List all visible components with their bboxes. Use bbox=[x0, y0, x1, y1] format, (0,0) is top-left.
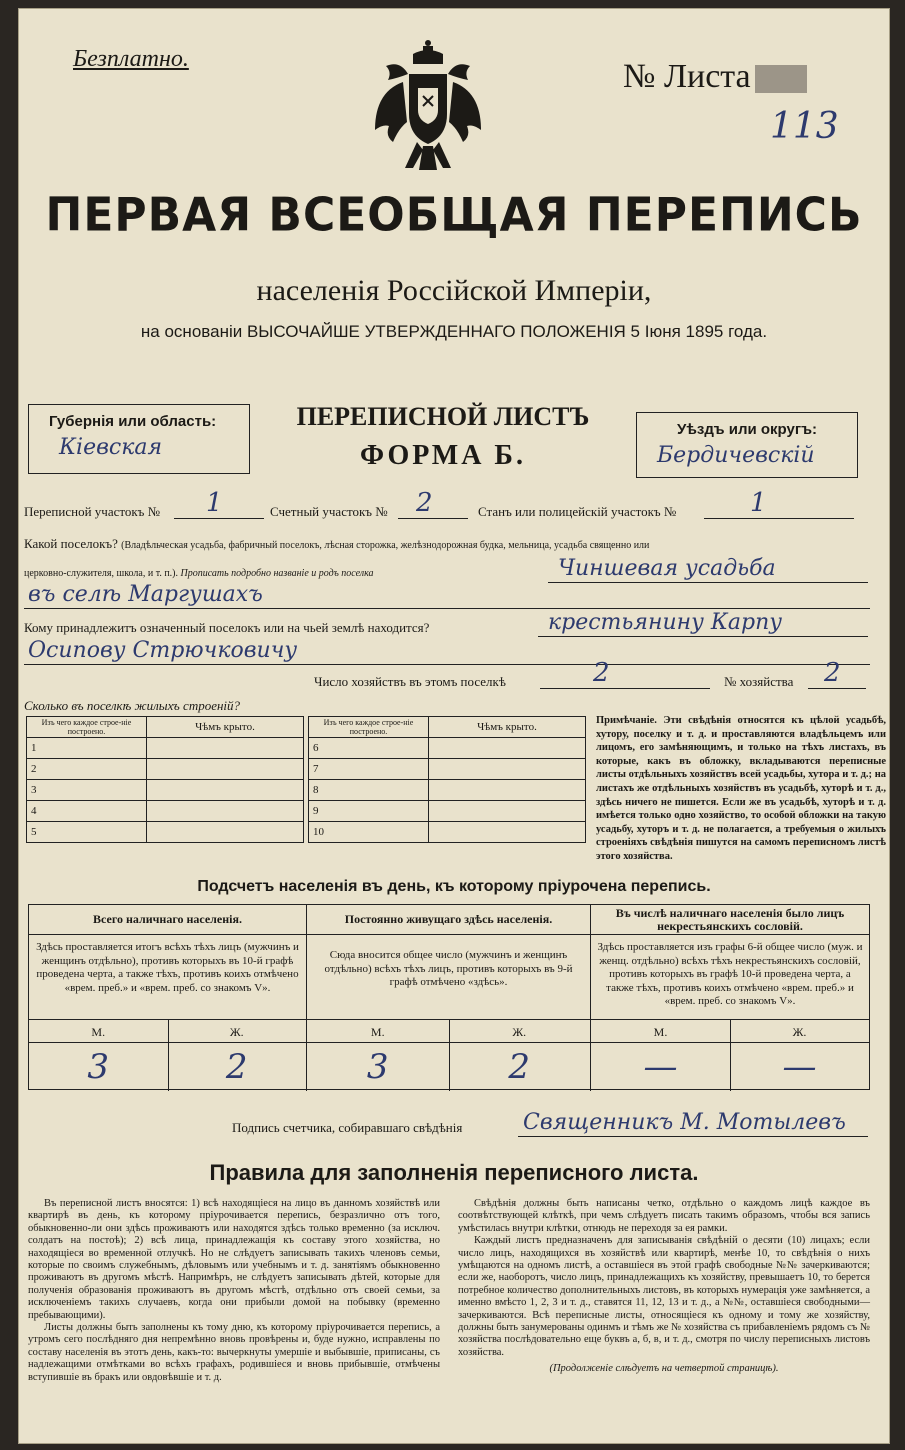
table-row bbox=[27, 780, 304, 801]
census-form-page bbox=[18, 8, 890, 1444]
nonpeasant-female-field[interactable]: — bbox=[782, 1047, 817, 1087]
rules-continued: (Продолженіе слѣдуетъ на четвертой страницѣ). bbox=[549, 1363, 779, 1375]
rules-right-column bbox=[458, 1198, 870, 1376]
buildings-row-number: 5 bbox=[27, 822, 147, 843]
present-male-field[interactable]: 3 bbox=[87, 1047, 110, 1087]
owner-question: Кому принадлежитъ означенный поселокъ или на чьей землѣ находится? bbox=[24, 620, 430, 635]
table-row bbox=[309, 759, 586, 780]
buildings-row-number: 2 bbox=[27, 759, 147, 780]
population-col-nonpeasant bbox=[591, 905, 869, 1091]
settlement-field-1[interactable]: Чиншевая усадьба bbox=[558, 556, 776, 581]
female-label: Ж. bbox=[792, 1025, 807, 1039]
uezd-box bbox=[636, 412, 858, 478]
female-label: Ж. bbox=[512, 1025, 527, 1039]
double-headed-eagle-icon bbox=[373, 38, 483, 178]
population-table bbox=[28, 904, 870, 1090]
population-col-resident bbox=[307, 905, 591, 1091]
buildings-col-material: Изъ чего каждое строе-ніе построено. bbox=[309, 717, 429, 738]
gubernia-label: Губернія или область: bbox=[49, 413, 217, 430]
free-label: Безплатно. bbox=[73, 46, 189, 72]
buildings-row-number: 4 bbox=[27, 801, 147, 822]
signature-field[interactable]: Священникъ М. Мотылевъ bbox=[523, 1110, 846, 1135]
uezd-label: Уѣздъ или округъ: bbox=[677, 421, 818, 438]
population-col-resident-head: Постоянно живущаго здѣсь населенія. bbox=[307, 905, 590, 935]
resident-male-field[interactable]: 3 bbox=[366, 1047, 389, 1087]
resident-female-field[interactable]: 2 bbox=[508, 1047, 531, 1087]
present-female-field[interactable]: 2 bbox=[225, 1047, 248, 1087]
rules-paragraph: Каждый листъ предназначенъ для записыванія свѣдѣній о десяти (10) лицахъ; если число лицъ, находящихся въ хозяйствѣ или квартирѣ, менѣе 10, то свѣдѣнія о нихъ умѣщаются на одномъ листѣ, а оставшіеся въ этой графѣ свободные №№ зачеркиваются; если же, наоборотъ, число лицъ, принадлежащихъ къ хозяйству, превышаетъ 10, то берется потребное количество дополнительныхъ листовъ, въ которыхъ нумерація уже замѣняется, а именно вмѣсто 1, 2, 3 и т. д., ставятся 11, 12, 13 и т. д., а №№, оставшіеся свободными—зачеркиваются. Всѣ переписные листы, относящіеся къ одному и тому же хозяйству, должны быть занумерованы одинмъ и тѣмъ же № хозяйства съ прибавленіемъ рядомъ съ № хозяйства послѣдовательно еще буквъ а, б, в, и т. д., смотря по числу переписныхъ листовъ хозяйства. bbox=[458, 1235, 870, 1358]
uezd-field[interactable]: Бердичевскій bbox=[657, 443, 815, 468]
households-label: Число хозяйствъ въ этомъ поселкѣ bbox=[314, 674, 506, 689]
census-title: ПЕРВАЯ ВСЕОБЩАЯ ПЕРЕПИСЬ bbox=[45, 188, 863, 243]
settlement-question: Какой поселокъ? (Владѣльческая усадьба, фабричный поселокъ, лѣсная сторожка, желѣзнодорожная будка, мельница, усадьба священно или bbox=[24, 536, 650, 551]
population-col-present bbox=[29, 905, 307, 1091]
settlement-hint: церковно-служителя, школа, и т. п.). Прописать подробно названіе и родъ поселка bbox=[24, 568, 374, 579]
table-row bbox=[27, 801, 304, 822]
signature-label: Подпись счетчика, собиравшаго свѣдѣнія bbox=[232, 1120, 463, 1135]
perepisnoi-label: Переписной участокъ № bbox=[24, 504, 161, 519]
buildings-table-right bbox=[308, 716, 586, 843]
perepisnoi-field[interactable]: 1 bbox=[206, 488, 223, 518]
settlement-field-2[interactable]: въ селѣ Маргушахъ bbox=[28, 582, 263, 607]
schetny-label: Счетный участокъ № bbox=[270, 504, 388, 519]
population-col-nonpeasant-head: Въ числѣ наличнаго населенія было лицъ некрестьянскихъ сословій. bbox=[591, 905, 869, 935]
nonpeasant-male-field[interactable]: — bbox=[643, 1047, 678, 1087]
legal-basis: на основаніи ВЫСОЧАЙШЕ УТВЕРЖДЕННАГО ПОЛОЖЕНІЯ 5 Іюня 1895 года. bbox=[140, 322, 768, 341]
table-row bbox=[27, 738, 304, 759]
gubernia-field[interactable]: Кіевская bbox=[59, 435, 163, 460]
female-label: Ж. bbox=[229, 1025, 244, 1039]
rules-paragraph: Въ переписной листъ вносятся: 1) всѣ находящіеся на лицо въ данномъ хозяйствѣ или квартирѣ въ день, къ которому пріурочивается перепись, безразлично отъ того, обыкновенно-ли они здѣсь проживаютъ или находятся здѣсь только временно (за исключ. солдатъ на постоѣ); 2) всѣ лица, принадлежащія къ составу этого хозяйства, но находящіеся во временной отлучкѣ. Но не слѣдуетъ записывать такихъ членовъ семьи, которые по своимъ служебнымъ, дѣловымъ или учебнымъ и т. д. занятіямъ обыкновенно проживаютъ въ другомъ мѣстѣ. Напримѣръ, не слѣдуетъ записывать дѣтей, которые для полученія образованія проживаютъ въ другомъ мѣстѣ, отдѣльно отъ своей семьи, за исключеніемъ такихъ случаевъ, когда они прибыли домой на побывку (временно пребывающими). bbox=[28, 1198, 440, 1321]
buildings-row-number: 9 bbox=[309, 801, 429, 822]
buildings-col-material: Изъ чего каждое строе-ніе построено. bbox=[27, 717, 147, 738]
form-title: ПЕРЕПИСНОЙ ЛИСТЪ bbox=[296, 402, 590, 431]
gubernia-box bbox=[28, 404, 250, 474]
schetny-field[interactable]: 2 bbox=[416, 488, 433, 518]
household-number-label: № хозяйства bbox=[724, 674, 794, 689]
table-row bbox=[27, 822, 304, 843]
buildings-col-roof: Чѣмъ крыто. bbox=[429, 717, 586, 738]
table-row bbox=[309, 801, 586, 822]
stan-label: Станъ или полицейскій участокъ № bbox=[478, 504, 677, 519]
sheet-number-value: 113 bbox=[770, 106, 839, 147]
buildings-note: Примѣчаніе. Эти свѣдѣнія относятся къ цѣлой усадьбѣ, хутору, поселку и т. д. и проставляются владѣльцемъ или лицомъ, его замѣняющимъ, и только на тѣхъ листахъ, въ которые, какъ въ обложку, вкладываются переписные листы отдѣльныхъ хозяйствъ всей усадьбы, хутора и т. д.; на листахъ же отдѣльныхъ хозяйствъ въ усадьбѣ, хуторѣ и т. д., здѣсь ничего не пишется. Если же въ усадьбѣ, хуторѣ и т. д. имѣется только одно хозяйство, то особой обложки на такую усадьбу, хуторъ и т. д. не полагается, а требуемыя о жилыхъ строеніяхъ свѣдѣнія пишутся на самомъ переписномъ листѣ этого хозяйства. bbox=[596, 715, 886, 862]
population-col-nonpeasant-desc: Здѣсь проставляется изъ графы 6-й общее число (муж. и женщ. отдѣльно) всѣхъ тѣхъ некрестьянскихъ сословій, противъ которыхъ въ графѣ 10-й проведена черта, а также тѣхъ, противъ коихъ отмѣчено «врем. преб.» и «врем. преб. со знакомъ V». bbox=[597, 941, 863, 1007]
buildings-row-number: 6 bbox=[309, 738, 429, 759]
male-label: М. bbox=[91, 1025, 106, 1039]
table-row bbox=[309, 780, 586, 801]
buildings-row-number: 10 bbox=[309, 822, 429, 843]
male-label: М. bbox=[370, 1025, 385, 1039]
household-number-field[interactable]: 2 bbox=[824, 658, 841, 688]
rules-paragraph: Свѣдѣнія должны быть написаны четко, отдѣльно о каждомъ лицѣ каждое въ соотвѣтствующей клѣткѣ, при чемъ слѣдуетъ писать такимъ образомъ, чтобы вся запись умѣстилась внутри клѣтки, отнюдь не переходя за ея рамки. bbox=[458, 1198, 870, 1234]
buildings-row-number: 1 bbox=[27, 738, 147, 759]
rules-paragraph: Листы должны быть заполнены къ тому дню, къ которому пріурочивается перепись, а утромъ сего послѣдняго дня непремѣнно вновь провѣрены и, буде нужно, исправлены по составу населенія въ этотъ день, какъ-то: вычеркнуты умершіе и выбывшіе, приписаны, съ надлежащими отмѣтками во всѣхъ графахъ, родившіеся и вновь прибывшіе, отмѣчены вступившіе въ бракъ или овдовѣвшіе и т. д. bbox=[28, 1322, 440, 1383]
buildings-row-number: 3 bbox=[27, 780, 147, 801]
stan-field[interactable]: 1 bbox=[750, 488, 767, 518]
population-title: Подсчетъ населенія въ день, къ которому пріурочена перепись. bbox=[197, 878, 711, 895]
census-subtitle: населенія Россійской Имперіи, bbox=[256, 274, 652, 307]
sheet-number-label: № Листа bbox=[623, 58, 807, 96]
rules-title: Правила для заполненія переписного листа. bbox=[209, 1160, 699, 1185]
table-row bbox=[27, 759, 304, 780]
population-col-present-head: Всего наличнаго населенія. bbox=[29, 905, 306, 935]
buildings-row-number: 7 bbox=[309, 759, 429, 780]
form-type: ФОРМА Б. bbox=[360, 440, 526, 471]
buildings-table-left bbox=[26, 716, 304, 843]
population-col-present-desc: Здѣсь проставляется итогъ всѣхъ тѣхъ лицъ (мужчинъ и женщинъ отдѣльно), противъ которыхъ въ 10-й графѣ проведена черта, а также тѣхъ, противъ коихъ отмѣчено «врем. преб.» и «врем. преб. со знакомъ V». bbox=[36, 941, 299, 994]
rules-left-column bbox=[28, 1198, 440, 1384]
buildings-row-number: 8 bbox=[309, 780, 429, 801]
male-label: М. bbox=[653, 1025, 668, 1039]
owner-field-1[interactable]: крестьянину Карпу bbox=[548, 610, 783, 635]
population-col-resident-desc: Сюда вносится общее число (мужчинъ и женщинъ отдѣльно) всѣхъ тѣхъ лицъ, противъ которыхъ въ 9-й графѣ отмѣчено «здѣсь». bbox=[324, 949, 573, 988]
buildings-question: Сколько въ поселкѣ жилыхъ строеній? bbox=[24, 698, 241, 713]
owner-field-2[interactable]: Осипову Стрючковичу bbox=[28, 638, 298, 663]
table-row bbox=[309, 738, 586, 759]
table-row bbox=[309, 822, 586, 843]
households-field[interactable]: 2 bbox=[593, 658, 610, 688]
buildings-col-roof: Чѣмъ крыто. bbox=[147, 717, 304, 738]
